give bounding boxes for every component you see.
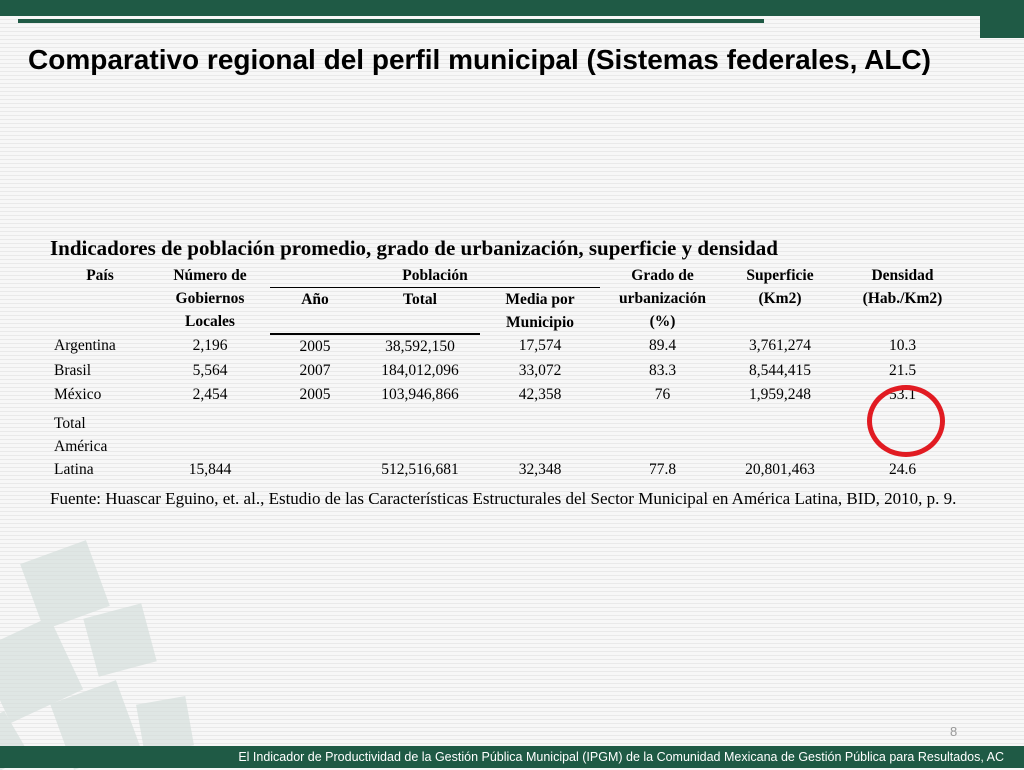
cell-gobiernos: 15,844	[188, 461, 232, 478]
cell-densidad: 21.5	[888, 362, 917, 379]
table-row	[50, 334, 970, 359]
header-media: Media por Municipio	[480, 288, 600, 335]
table-title: Indicadores de población promedio, grado de urbanización, superficie y densidad	[50, 236, 778, 260]
cell-densidad: 10.3	[888, 337, 917, 354]
cell-pais: México	[54, 386, 102, 403]
highlight-circle	[867, 385, 945, 457]
table-row-total	[50, 407, 970, 481]
header-pais: País	[86, 267, 114, 284]
cell-grado: 77.8	[648, 461, 677, 478]
header-anio: Año	[270, 288, 360, 333]
source-note: Fuente: Huascar Eguino, et. al., Estudio de las Características Estructurales del Sector Municipal en América Latina, BID, 2010, p. 9.	[50, 489, 957, 508]
cell-densidad: 53.1	[888, 386, 917, 403]
cell-superficie: 8,544,415	[749, 362, 811, 379]
cell-media: 17,574	[518, 337, 562, 354]
cell-gobiernos: 2,196	[192, 337, 228, 354]
top-rule	[18, 19, 764, 23]
header-poblacion: Población	[402, 267, 468, 284]
cell-gobiernos: 2,454	[192, 386, 228, 403]
cell-total: 184,012,096	[381, 362, 459, 379]
header-total: Total	[360, 288, 480, 333]
cell-total: 512,516,681	[381, 461, 459, 478]
header-grado: Grado de urbanización (%)	[619, 267, 706, 330]
cell-total: 103,946,866	[381, 386, 459, 403]
footer-bar: El Indicador de Productividad de la Gestión Pública Municipal (IPGM) de la Comunidad Mexicana de Gestión Pública para Resultados, AC	[0, 746, 1024, 768]
cell-pais: Brasil	[54, 362, 92, 379]
top-bar	[0, 0, 1024, 16]
cell-gobiernos: 5,564	[192, 362, 228, 379]
cell-anio: 2005	[299, 338, 331, 355]
cell-media: 33,072	[518, 362, 562, 379]
cell-anio	[270, 407, 360, 481]
cell-grado: 89.4	[648, 337, 677, 354]
header-row	[50, 264, 970, 288]
cell-grado: 76	[654, 386, 671, 403]
header-densidad: Densidad (Hab./Km2)	[862, 267, 943, 307]
cell-grado: 83.3	[648, 362, 677, 379]
cell-total: 38,592,150	[385, 338, 455, 355]
cell-superficie: 3,761,274	[749, 337, 811, 354]
cell-superficie: 20,801,463	[745, 461, 815, 478]
cell-densidad: 24.6	[888, 461, 917, 478]
cell-pais: Argentina	[54, 337, 116, 354]
cell-anio: 2007	[299, 362, 331, 379]
header-superficie: Superficie (Km2)	[746, 267, 814, 307]
slide-title: Comparativo regional del perfil municipal (Sistemas federales, ALC)	[28, 44, 931, 75]
cell-superficie: 1,959,248	[749, 386, 811, 403]
table-row	[50, 359, 970, 383]
table-row	[50, 383, 970, 407]
cell-anio: 2005	[299, 386, 331, 403]
decorative-squares-graphic	[0, 540, 230, 770]
cell-media: 42,358	[518, 386, 562, 403]
page-number: 8	[950, 724, 958, 739]
cell-media: 32,348	[518, 461, 562, 478]
cell-pais-total: Total América Latina	[54, 415, 108, 478]
top-right-block	[980, 16, 1024, 38]
header-numero-gobiernos: Número de Gobiernos Locales	[173, 267, 247, 330]
indicators-table	[50, 264, 970, 481]
